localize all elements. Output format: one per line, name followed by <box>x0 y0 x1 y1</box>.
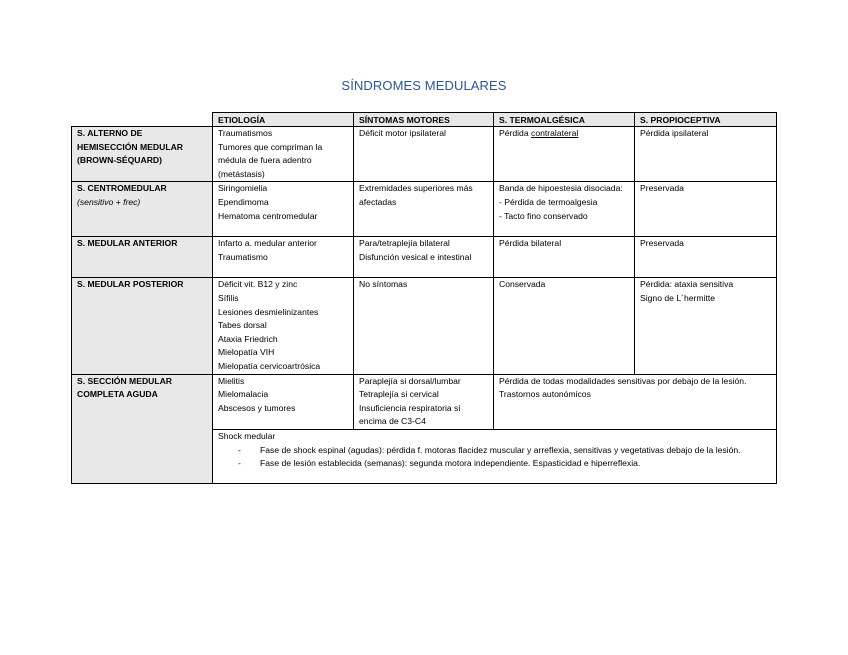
list-item: - Fase de lesión establecida (semanas): segunda motora independiente. Espasticidad e hiperreflexia. <box>218 457 772 471</box>
cell-termoalgesica: Conservada <box>494 278 635 374</box>
cell-etiologia: Traumatismos Tumores que compriman la médula de fuera adentro (metástasis) <box>213 127 354 182</box>
cell-etiologia: Déficit vit. B12 y zinc Sífilis Lesiones desmielinizantes Tabes dorsal Ataxia Friedrich Mielopatía VIH Mielopatía cervicoartrósica <box>213 278 354 374</box>
header-propioceptiva: S. PROPIOCEPTIVA <box>635 113 777 127</box>
cell-propioceptiva: Preservada <box>635 237 777 278</box>
table-row <box>72 127 777 182</box>
cell-motores: No síntomas <box>354 278 494 374</box>
table-row <box>72 374 777 429</box>
header-sintomas-motores: SÍNTOMAS MOTORES <box>354 113 494 127</box>
cell-propioceptiva: Preservada <box>635 182 777 237</box>
row-name-brown-sequard: S. ALTERNO DE HEMISECCIÓN MEDULAR (BROWN-SÉQUARD) <box>72 127 213 182</box>
cell-termoalgesica: Pérdida contralateral <box>494 127 635 182</box>
row-name-centromedular: S. CENTROMEDULAR (sensitivo + frec) <box>72 182 213 237</box>
cell-etiologia: Infarto a. medular anterior Traumatismo <box>213 237 354 278</box>
header-etiologia: ETIOLOGÍA <box>213 113 354 127</box>
cell-propioceptiva: Pérdida: ataxia sensitiva Signo de L´hermitte <box>635 278 777 374</box>
row-name-seccion-completa: S. SECCIÓN MEDULAR COMPLETA AGUDA <box>72 374 213 483</box>
syndromes-table <box>71 112 777 484</box>
list-item: - Fase de shock espinal (agudas): pérdida f. motoras flacidez muscular y arreflexia, sensitivas y vegetativas debajo de la lesión. <box>218 444 772 458</box>
row-name-medular-anterior: S. MEDULAR ANTERIOR <box>72 237 213 278</box>
cell-etiologia: Siringomielia Ependimoma Hematoma centromedular <box>213 182 354 237</box>
cell-termoalgesica: Banda de hipoestesia disociada: - Pérdida de termoalgesia - Tacto fino conservado <box>494 182 635 237</box>
shock-heading: Shock medular <box>218 430 276 441</box>
cell-motores: Déficit motor ipsilateral <box>354 127 494 182</box>
cell-motores: Extremidades superiores más afectadas <box>354 182 494 237</box>
page-title: SÍNDROMES MEDULARES <box>341 78 507 93</box>
table-row <box>72 278 777 374</box>
table-header-row <box>72 113 777 127</box>
cell-etiologia: Mielitis Mielomalacia Abscesos y tumores <box>213 374 354 429</box>
cell-termo-propio-merged: Pérdida de todas modalidades sensitivas por debajo de la lesión. Trastornos autonómicos <box>494 374 777 429</box>
header-termoalgesica: S. TERMOALGÉSICA <box>494 113 635 127</box>
cell-motores: Para/tetraplejía bilateral Disfunción vesical e intestinal <box>354 237 494 278</box>
table-row <box>72 182 777 237</box>
shock-phase-list <box>218 444 772 471</box>
table-row <box>72 237 777 278</box>
cell-propioceptiva: Pérdida ipsilateral <box>635 127 777 182</box>
row-name-medular-posterior: S. MEDULAR POSTERIOR <box>72 278 213 374</box>
cell-shock-medular <box>213 429 777 483</box>
cell-termoalgesica: Pérdida bilateral <box>494 237 635 278</box>
cell-motores: Paraplejía si dorsal/lumbar Tetraplejía si cervical Insuficiencia respiratoria si encima de C3-C4 <box>354 374 494 429</box>
header-corner <box>72 113 213 127</box>
